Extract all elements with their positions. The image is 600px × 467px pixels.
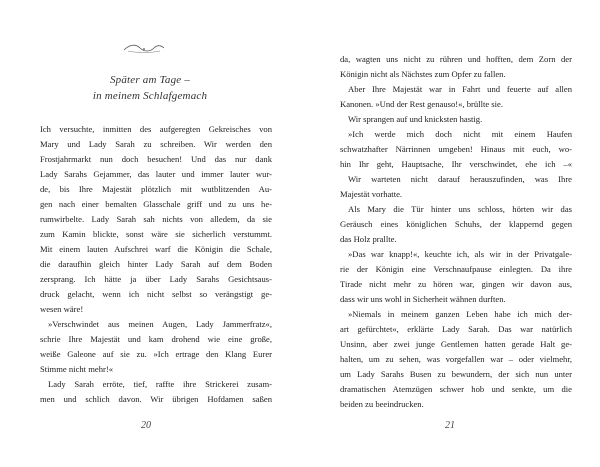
text-line: »Ich werde mich doch nicht mit einem Haufen [348, 129, 572, 139]
flourish-ornament-icon [122, 42, 166, 54]
text-line: druck gelacht, wenn ich nicht selbst so verängstigt ge- [40, 289, 272, 299]
text-line: Stimme nicht mehr!« [40, 364, 114, 374]
text-line: halten, um zu sehen, was vorgefallen war – oder vielmehr, [340, 354, 572, 364]
text-line: dramatischen Atemzügen schwer hob und senkte, um die [340, 384, 572, 394]
right-page [300, 0, 600, 467]
text-line: rie der Königin eine Verschnaufpause einlegten. Da ihre [340, 264, 572, 274]
text-line: gen nach einer bemalten Glasschale griff und zu uns he- [40, 199, 272, 209]
text-line: men und schlich davon. Wir übrigen Hofdamen saßen [40, 394, 272, 404]
text-line: art gefürchtet«, erklärte Lady Sarah. Das war natürlich [340, 324, 572, 334]
text-line: Unsinn, aber zwei junge Gentlemen hatten gerade Halt ge- [340, 339, 572, 349]
text-line: Ich versuchte, inmitten des aufgeregten Gekreisches von [40, 124, 272, 134]
text-line: de, bis Ihre Majestät plötzlich mit wutblitzenden Au- [40, 184, 272, 194]
text-line: Mary und Lady Sarah zu schreiben. Wir werden den [40, 139, 272, 149]
page-number: 21 [445, 420, 455, 431]
text-line: hin Ihr geht, Hauptsache, Ihr verschwindet, ehe ich –« [340, 159, 572, 169]
text-line: zum Kamin blickte, sonst wäre sie sicherlich verstummt. [40, 229, 272, 239]
text-line: Geräusch eines königlichen Schuhs, der klappernd gegen [340, 219, 572, 229]
text-line: Frostjahrmarkt nun doch besuchen! Und das nur dank [40, 154, 272, 164]
text-line: Tirade nicht mehr zu hören war, gingen wir davon aus, [340, 279, 572, 289]
text-line: »Verschwindet aus meinen Augen, Lady Jammerfratz«, [48, 319, 272, 329]
chapter-title-line2: in meinem Schlafgemach [92, 90, 208, 102]
text-line: schwatzhafter Närrinnen umgeben! Hinaus mit euch, wo- [340, 144, 572, 154]
text-line: »Niemals in meinem ganzen Leben habe ich mich der- [348, 309, 572, 319]
text-line: Kanonen. »Und der Rest genauso!«, brüllte sie. [340, 99, 504, 109]
text-line: Mit einem lauten Aufschrei warf die Königin die Schale, [40, 244, 272, 254]
text-line: rumwirbelte. Lady Sarah sah nichts von alledem, da sie [40, 214, 272, 224]
text-line: die daraufhin gleich hinter Lady Sarah auf dem Boden [40, 259, 272, 269]
text-line: »Das war knapp!«, keuchte ich, als wir in der Privatgale- [348, 249, 572, 259]
text-line: Als Mary die Tür hinter uns schloss, hörten wir das [348, 204, 572, 214]
text-line: Lady Sarah erröte, tief, raffte ihre Strickerei zusam- [48, 379, 272, 389]
text-line: wesen wäre! [40, 304, 84, 314]
text-line: da, wagten uns nicht zu rühren und hofften, dem Zorn der [340, 54, 572, 64]
text-line: Wir warteten nicht darauf herauszufinden, was Ihre [348, 174, 572, 184]
text-line: Lady Sarahs Gejammer, das lauter und immer lauter wur- [40, 169, 272, 179]
text-line: beiden zu beeindrucken. [340, 399, 424, 409]
text-line: um Lady Sarahs Busen zu bewundern, der sich nun unter [340, 369, 572, 379]
text-line: schrie Ihre Majestät und kam drohend wie eine große, [40, 334, 272, 344]
text-line: zersprang. Ich hätte ja über Lady Sarahs Gesichtsaus- [40, 274, 272, 284]
text-line: Aber Ihre Majestät war in Fahrt und feuerte auf allen [348, 84, 572, 94]
text-line: weiße Galeone auf sie zu. »Ich ertrage den Klang Eurer [40, 349, 272, 359]
text-line: Majestät vorhatte. [340, 189, 403, 199]
text-line: das Holz prallte. [340, 234, 397, 244]
text-line: dass wir uns wohl in Sicherheit wähnen durften. [340, 294, 506, 304]
page-number: 20 [141, 420, 151, 431]
text-line: Wir sprangen auf und knicksten hastig. [348, 114, 483, 124]
chapter-title [70, 72, 230, 104]
text-line: Königin nicht als Nächstes zum Opfer zu fallen. [340, 69, 506, 79]
chapter-title-line1: Später am Tage – [109, 74, 191, 86]
